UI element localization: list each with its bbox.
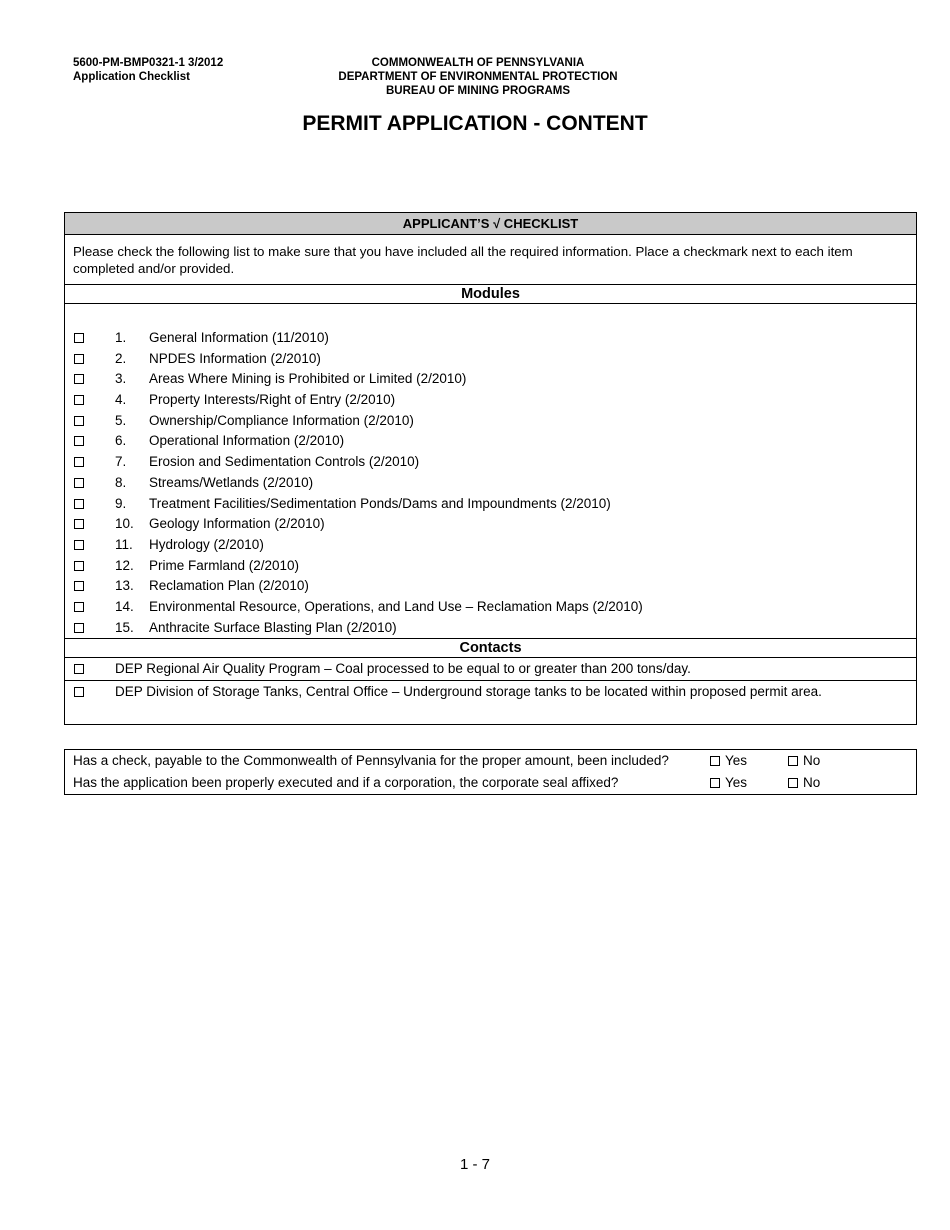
yes-checkbox[interactable]	[710, 756, 720, 766]
module-item	[65, 431, 916, 452]
module-number: 3.	[115, 371, 127, 387]
module-checkbox[interactable]	[74, 416, 84, 426]
module-checkbox[interactable]	[74, 623, 84, 633]
module-checkbox[interactable]	[74, 374, 84, 384]
contact-item	[65, 658, 916, 681]
question-row	[65, 750, 916, 772]
contact-checkbox[interactable]	[74, 664, 84, 674]
module-item	[65, 473, 916, 494]
agency-header	[300, 56, 656, 98]
module-label: Reclamation Plan (2/2010)	[149, 578, 309, 594]
agency-line-3: BUREAU OF MINING PROGRAMS	[386, 85, 570, 97]
module-number: 5.	[115, 412, 127, 428]
module-number: 7.	[115, 454, 127, 470]
module-item	[65, 328, 916, 349]
checklist-instructions: Please check the following list to make sure that you have included all the required information. Place a checkmark next to each item completed and/or provided.	[65, 235, 916, 285]
contact-label: DEP Division of Storage Tanks, Central Office – Underground storage tanks to be located within proposed permit area.	[115, 684, 822, 699]
yes-checkbox[interactable]	[710, 778, 720, 788]
module-label: Property Interests/Right of Entry (2/2010)	[149, 392, 396, 408]
module-number: 4.	[115, 392, 127, 408]
module-item	[65, 556, 916, 577]
module-checkbox[interactable]	[74, 354, 84, 364]
module-checkbox[interactable]	[74, 519, 84, 529]
form-number: 5600-PM-BMP0321-1 3/2012	[73, 57, 224, 69]
modules-title: Modules	[65, 285, 916, 304]
contacts-title: Contacts	[65, 638, 916, 658]
module-number: 11.	[115, 536, 133, 552]
module-number: 2.	[115, 350, 127, 366]
agency-line-2: DEPARTMENT OF ENVIRONMENTAL PROTECTION	[338, 71, 618, 83]
module-number: 9.	[115, 495, 127, 511]
module-number: 12.	[115, 557, 134, 573]
module-number: 1.	[115, 330, 127, 345]
module-label: Environmental Resource, Operations, and Land Use – Reclamation Maps (2/2010)	[149, 598, 643, 614]
contact-label: DEP Regional Air Quality Program – Coal processed to be equal to or greater than 200 tons/day.	[115, 661, 691, 676]
question-text: Has the application been properly executed and if a corporation, the corporate seal affixed?	[73, 775, 619, 790]
module-item	[65, 618, 916, 639]
no-checkbox[interactable]	[788, 756, 798, 766]
module-checkbox[interactable]	[74, 457, 84, 467]
submission-questions	[64, 749, 917, 795]
no-label: No	[803, 775, 821, 790]
module-item	[65, 535, 916, 556]
module-checkbox[interactable]	[74, 333, 84, 343]
agency-line-1: COMMONWEALTH OF PENNSYLVANIA	[371, 57, 585, 69]
module-checkbox[interactable]	[74, 561, 84, 571]
no-label: No	[803, 753, 821, 768]
module-checkbox[interactable]	[74, 581, 84, 591]
module-checkbox[interactable]	[74, 436, 84, 446]
module-label: Streams/Wetlands (2/2010)	[149, 474, 314, 490]
module-label: Anthracite Surface Blasting Plan (2/2010)	[149, 619, 397, 635]
contact-checkbox[interactable]	[74, 687, 84, 697]
module-number: 15.	[115, 619, 134, 635]
page-title: PERMIT APPLICATION - CONTENT	[302, 112, 648, 135]
no-checkbox[interactable]	[788, 778, 798, 788]
modules-list	[65, 304, 916, 638]
module-label: Areas Where Mining is Prohibited or Limited (2/2010)	[149, 371, 467, 387]
module-checkbox[interactable]	[74, 395, 84, 405]
module-checkbox[interactable]	[74, 602, 84, 612]
module-item	[65, 514, 916, 535]
module-checkbox[interactable]	[74, 540, 84, 550]
module-label: Geology Information (2/2010)	[149, 516, 325, 532]
module-label: Treatment Facilities/Sedimentation Ponds/Dams and Impoundments (2/2010)	[149, 495, 611, 511]
module-number: 8.	[115, 474, 127, 490]
module-label: Erosion and Sedimentation Controls (2/2010)	[149, 454, 420, 470]
module-number: 10.	[115, 516, 134, 532]
module-label: Hydrology (2/2010)	[149, 536, 264, 552]
contact-item	[65, 681, 916, 703]
module-item	[65, 452, 916, 473]
module-checkbox[interactable]	[74, 499, 84, 509]
module-label: Ownership/Compliance Information (2/2010)	[149, 412, 414, 428]
question-text: Has a check, payable to the Commonwealth of Pennsylvania for the proper amount, been included?	[73, 753, 669, 768]
module-label: NPDES Information (2/2010)	[149, 350, 321, 366]
form-name: Application Checklist	[73, 71, 190, 83]
module-item	[65, 369, 916, 390]
page-number: 1 - 7	[459, 1156, 490, 1173]
module-number: 13.	[115, 578, 134, 594]
question-row	[65, 772, 916, 794]
form-header-left	[73, 56, 223, 84]
yes-label: Yes	[725, 775, 748, 790]
module-label: Prime Farmland (2/2010)	[149, 557, 300, 573]
module-number: 6.	[115, 433, 127, 449]
module-item	[65, 597, 916, 618]
module-label: General Information (11/2010)	[149, 330, 329, 345]
module-item	[65, 411, 916, 432]
module-item	[65, 494, 916, 515]
module-item	[65, 576, 916, 597]
checklist-header: APPLICANT’S √ CHECKLIST	[65, 213, 916, 235]
module-checkbox[interactable]	[74, 478, 84, 488]
yes-label: Yes	[725, 753, 748, 768]
module-number: 14.	[115, 598, 134, 614]
applicant-checklist	[64, 212, 917, 725]
module-item	[65, 390, 916, 411]
module-label: Operational Information (2/2010)	[149, 433, 345, 449]
module-item	[65, 349, 916, 370]
